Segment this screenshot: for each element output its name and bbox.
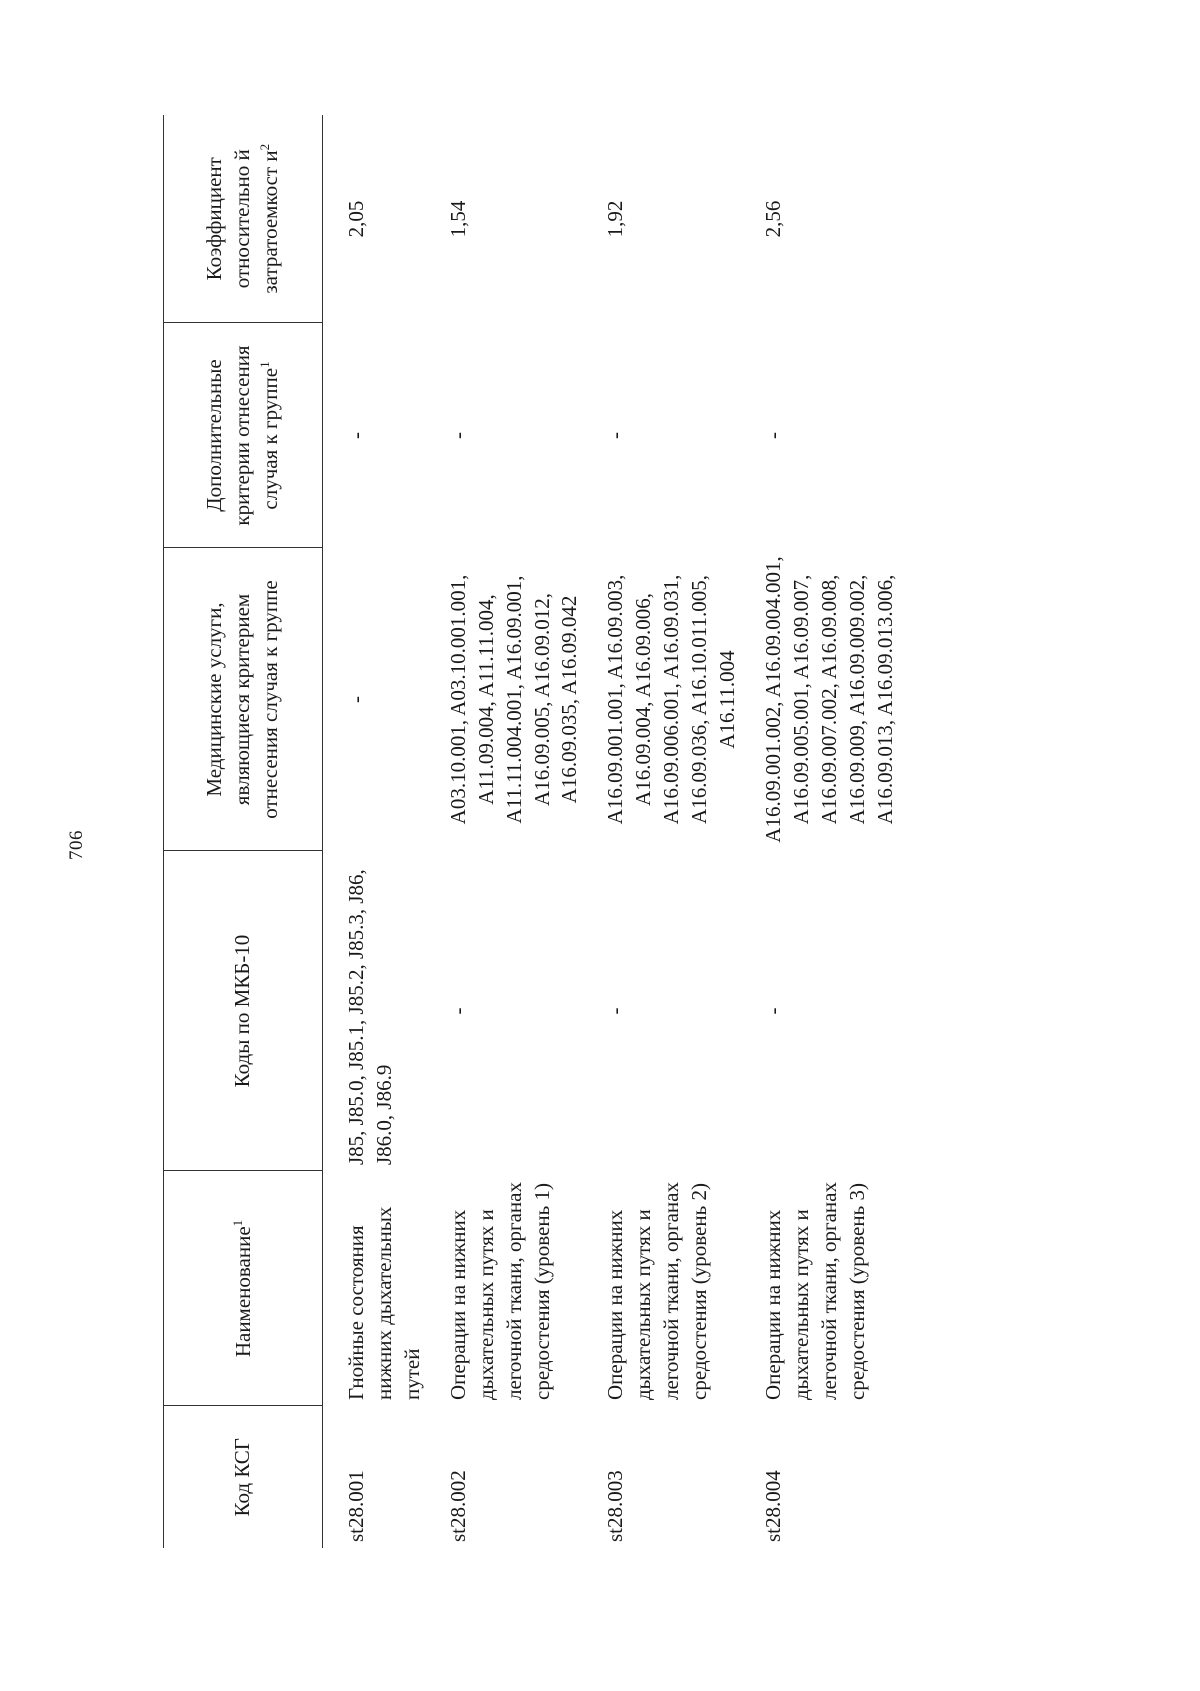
rotated-table-container bbox=[163, 115, 1070, 1548]
row-services: A16.09.001.001, A16.09.003, A16.09.004, A16.09.006, A16.09.006.001, A16.09.031, A16.09.036, A16.10.011.005, A16.11.004 bbox=[603, 574, 740, 825]
table-row bbox=[742, 115, 900, 1548]
row-services: - bbox=[344, 696, 368, 703]
row-mkb-codes: - bbox=[603, 1007, 628, 1015]
row-coefficient: 1,54 bbox=[445, 200, 470, 238]
row-name: Операции на нижних дыхательных путях и легочной ткани, органах средостения (уровень 1) bbox=[445, 1182, 554, 1400]
table-header-row bbox=[164, 115, 323, 1548]
row-mkb-codes: - bbox=[445, 1007, 470, 1015]
row-code: st28.003 bbox=[603, 1470, 628, 1542]
page-number: 706 bbox=[66, 830, 87, 860]
table-row bbox=[323, 115, 427, 1548]
row-extra-criteria: - bbox=[445, 432, 470, 439]
row-mkb-codes: J85, J85.0, J85.1, J85.2, J85.3, J86, J86.0, J86.9 bbox=[344, 869, 396, 1165]
table-row bbox=[427, 115, 585, 1548]
table-row bbox=[584, 115, 742, 1548]
row-coefficient: 2,56 bbox=[760, 200, 785, 238]
header-services: Медицинские услуги, являющиеся критерием отнесения случая к группе bbox=[164, 548, 323, 851]
row-coefficient: 1,92 bbox=[603, 200, 628, 238]
row-services: A16.09.001.002, A16.09.004.001, A16.09.005.001, A16.09.007, A16.09.007.002, A16.09.008, A16.09.009, A16.09.009.002, A16.09.013, A16.09.013.006, bbox=[760, 556, 897, 843]
row-code: st28.004 bbox=[760, 1470, 785, 1542]
header-coefficient: Коэффициент относительно й затратоемкост $и^2$ bbox=[164, 115, 323, 323]
row-extra-criteria: - bbox=[760, 432, 785, 439]
header-mkb: Коды по МКБ-10 bbox=[164, 851, 323, 1171]
row-name: Гнойные состояния нижних дыхательных путей bbox=[344, 1206, 424, 1400]
row-extra-criteria: - bbox=[344, 432, 368, 439]
ksg-table bbox=[163, 115, 900, 1548]
row-coefficient: 2,05 bbox=[344, 200, 368, 238]
header-extra-criteria: Дополнительные критерии отнесения случая к группе$^1$ bbox=[164, 323, 323, 548]
row-mkb-codes: - bbox=[760, 1007, 785, 1015]
row-services: A03.10.001, A03.10.001.001, A11.09.004, A11.11.004, A11.11.004.001, A16.09.001, A16.09.005, A16.09.012, A16.09.035, A16.09.042 bbox=[445, 574, 582, 825]
header-name: Наименование$^1$ bbox=[164, 1171, 323, 1406]
row-name: Операции на нижних дыхательных путях и легочной ткани, органах средостения (уровень 3) bbox=[760, 1182, 869, 1400]
row-code: st28.002 bbox=[445, 1470, 470, 1542]
row-name: Операции на нижних дыхательных путях и легочной ткани, органах средостения (уровень 2) bbox=[603, 1182, 712, 1400]
row-extra-criteria: - bbox=[603, 432, 628, 439]
row-code: st28.001 bbox=[344, 1470, 368, 1542]
header-code: Код КСГ bbox=[164, 1406, 323, 1548]
